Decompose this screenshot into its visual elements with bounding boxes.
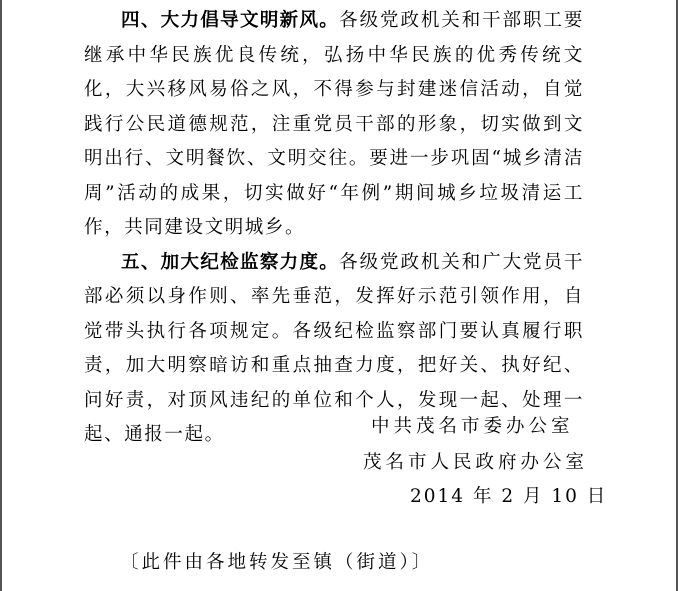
- signature-org-2: 茂名市人民政府办公室: [363, 452, 589, 473]
- page-border-left: [0, 0, 2, 591]
- signature-date: 2014 年 2 月 10 日: [410, 486, 608, 507]
- section-4-heading: 四、大力倡导文明新风。: [121, 10, 340, 31]
- section-4-text: 各级党政机关和干部职工要继承中华民族优良传统，弘扬中华民族的优秀传统文化，大兴移风易俗之风，不得参与封建迷信活动，自觉践行公民道德规范，注重党员干部的形象，切实做到文明出行、文明餐饮、文明交往。要进一步巩固“城乡清洁周”活动的成果，切实做好“年例”期间城乡垃圾清运工作，共同建设文明城乡。: [84, 10, 584, 238]
- distribution-note: 〔此件由各地转发至镇（街道）〕: [120, 552, 434, 573]
- section-4-paragraph: [84, 4, 584, 246]
- section-5-text: 各级党政机关和广大党员干部必须以身作则、率先垂范，发挥好示范引领作用，自觉带头执行各项规定。各级纪检监察部门要认真履行职责，加大明察暗访和重点抽查力度，把好关、执好纪、问好责，对顶风违纪的单位和个人，发现一起、处理一起、通报一起。: [84, 251, 584, 445]
- document-body: [84, 4, 584, 453]
- signature-org-1: 中共茂名市委办公室: [371, 416, 574, 437]
- section-5-heading: 五、加大纪检监察力度。: [121, 251, 340, 273]
